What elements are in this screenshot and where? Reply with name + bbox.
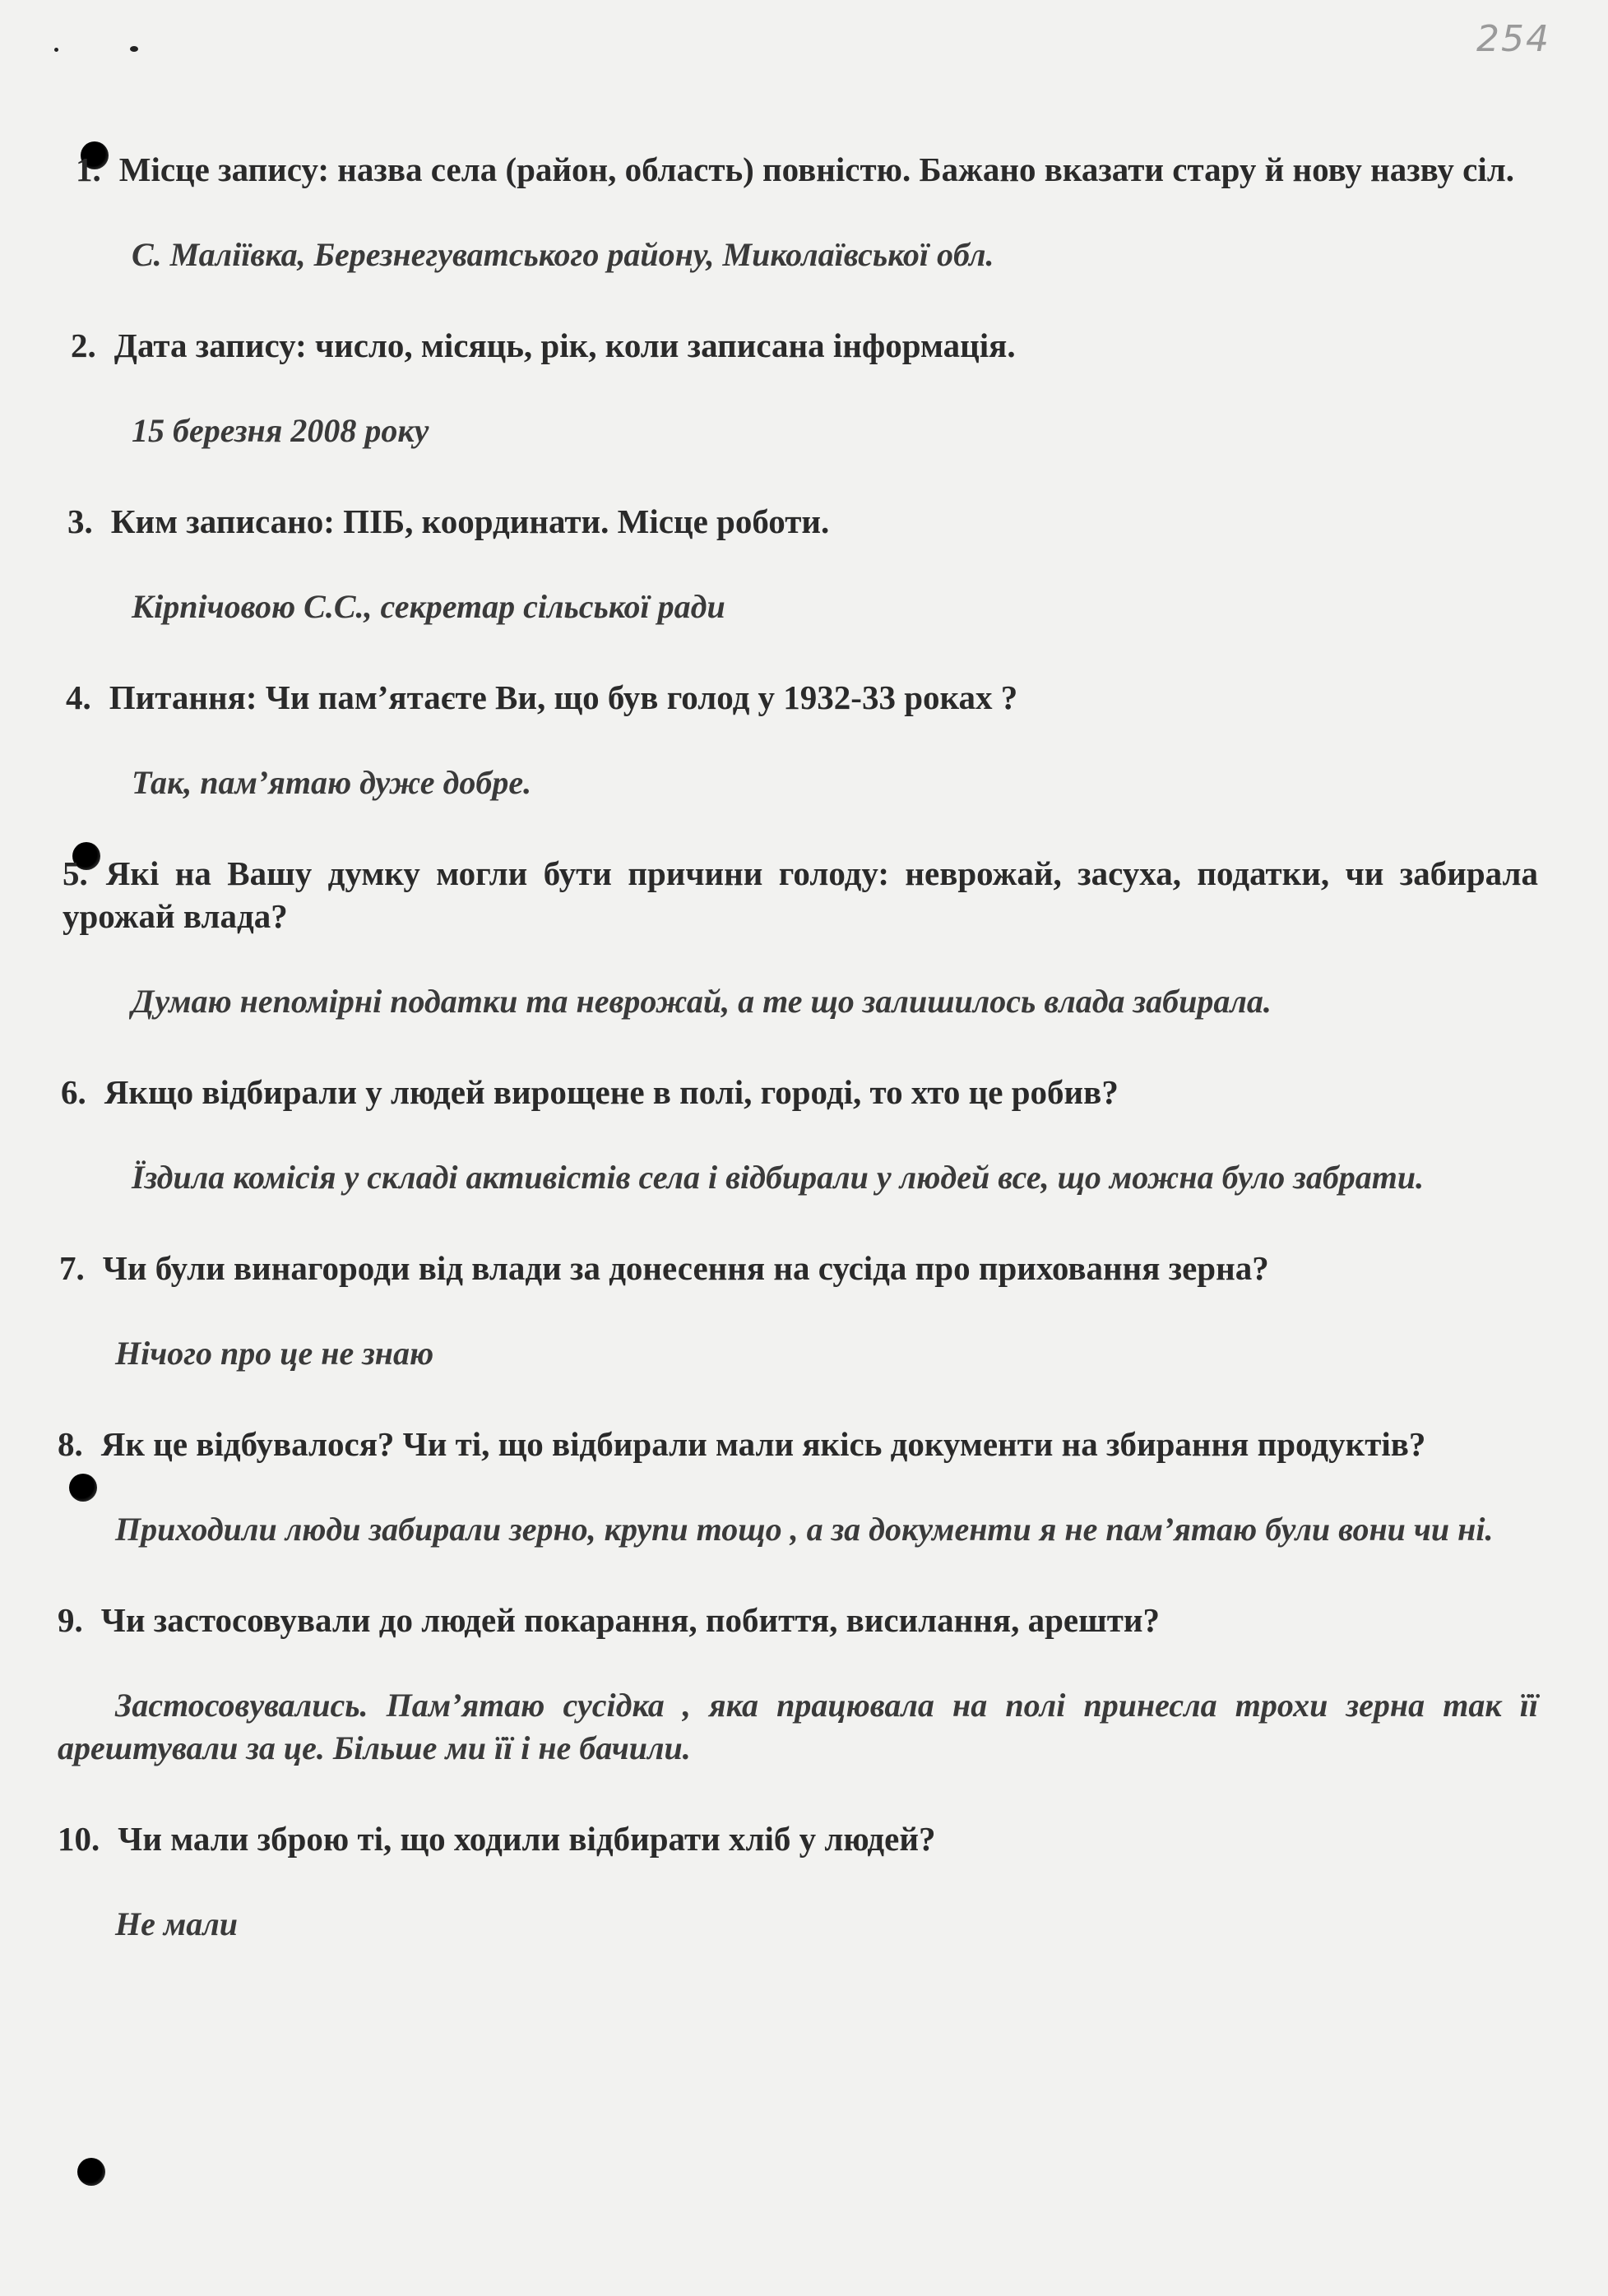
question-number: 1.: [76, 150, 101, 188]
question-number: 8.: [58, 1425, 83, 1463]
question-text: Ким записано: ПІБ, координати. Місце роботи.: [110, 502, 830, 540]
question-number: 5.: [63, 854, 88, 892]
handwritten-page-number: 254: [1476, 18, 1550, 60]
question-text: Якщо відбирали у людей вирощене в полі, городі, то хто це робив?: [104, 1073, 1119, 1111]
question-item: [58, 1247, 1538, 1289]
question-item: [58, 500, 1538, 543]
question-text: Чи застосовували до людей покарання, побиття, висилання, арешти?: [100, 1601, 1160, 1639]
question-number: 9.: [58, 1601, 83, 1639]
question-item: [58, 1423, 1538, 1465]
question-item: [58, 324, 1538, 367]
question-number: 4.: [66, 678, 91, 716]
question-item: [58, 1071, 1538, 1113]
answer-text: Не мали: [115, 1905, 239, 1942]
question-number: 7.: [59, 1249, 85, 1287]
question-item: [58, 1817, 1538, 1860]
answer-text: Так, пам’ятаю дуже добре.: [132, 764, 532, 801]
question-text: Чи мали зброю ті, що ходили відбирати хліб у людей?: [118, 1820, 936, 1858]
answer-text: С. Маліївка, Березнегуватського району, Миколаївської обл.: [132, 236, 994, 273]
question-item: [58, 148, 1538, 191]
question-text: Чи були винагороди від влади за донесення на сусіда про приховання зерна?: [102, 1249, 1269, 1287]
question-item: [58, 1599, 1538, 1641]
question-text: Як це відбувалося? Чи ті, що відбирали мали якісь документи на збирання продуктів?: [100, 1425, 1426, 1463]
answer-text: Застосовувались. Пам’ятаю сусідка , яка працювала на полі принесла трохи зерна так її арештували за це. Більше ми її і не бачили.: [58, 1687, 1538, 1766]
answer-text: Нічого про це не знаю: [115, 1335, 434, 1372]
ink-speck: [54, 48, 58, 52]
question-text: Дата запису: число, місяць, рік, коли записана інформація.: [114, 326, 1016, 364]
punch-hole-icon: [77, 2158, 105, 2186]
answer-text: Їздила комісія у складі активістів села і відбирали у людей все, що можна було забрати.: [132, 1159, 1425, 1196]
question-number: 6.: [61, 1073, 86, 1111]
question-number: 3.: [67, 502, 93, 540]
question-text: Які на Вашу думку могли бути причини голоду: неврожай, засуха, податки, чи забирала урожай влада?: [63, 854, 1538, 935]
question-number: 10.: [58, 1820, 100, 1858]
questionnaire: [58, 148, 1538, 1946]
ink-speck: [130, 46, 138, 52]
question-text: Місце запису: назва села (район, область) повністю. Бажано вказати стару й нову назву сіл.: [118, 150, 1515, 188]
question-text: Питання: Чи пам’ятаєте Ви, що був голод у 1932-33 роках ?: [109, 678, 1018, 716]
answer-text: 15 березня 2008 року: [132, 412, 429, 449]
answer-text: Кірпічовою С.С., секретар сільської ради: [132, 588, 725, 625]
answer-text: Думаю непомірні податки та неврожай, а те що залишилось влада забирала.: [132, 983, 1272, 1020]
question-number: 2.: [71, 326, 96, 364]
question-item: [58, 852, 1538, 937]
answer-text: Приходили люди забирали зерно, крупи тощо , а за документи я не пам’ятаю були вони чи ні.: [115, 1511, 1494, 1548]
question-item: [58, 676, 1538, 719]
